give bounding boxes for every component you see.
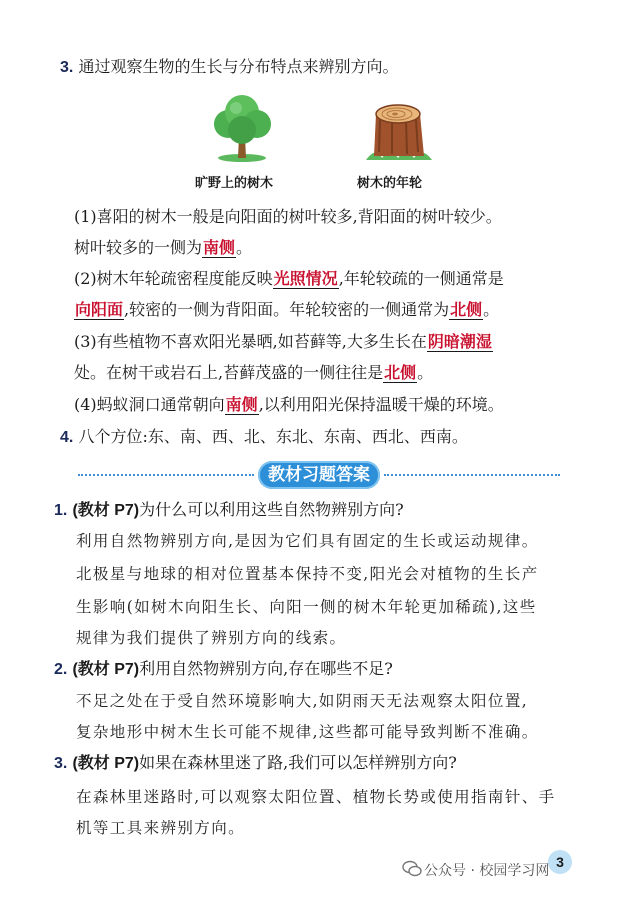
paragraph-2-line-1 — [74, 268, 504, 290]
question-tag: (教材 P7) — [72, 502, 140, 519]
watermark: 公众号 · 校园学习网 — [424, 863, 550, 879]
question-number: 2. — [54, 661, 68, 678]
tree-stump-illustration — [362, 100, 436, 164]
question-text: 为什么可以利用这些自然物辨别方向? — [139, 500, 404, 519]
answer-line: 生影响(如树木向阳生长、向阳一侧的树木年轮更加稀疏),这些 — [76, 598, 537, 616]
section-heading-text: 通过观察生物的生长与分布特点来辨别方向。 — [78, 57, 399, 76]
answer-line: 不足之处在于受自然环境影响大,如阴雨天无法观察太阳位置, — [76, 692, 529, 710]
divider-left — [78, 474, 254, 476]
question-tag: (教材 P7) — [72, 661, 140, 678]
p3-text-a: (3)有些植物不喜欢阳光暴晒,如苔藓等,大多生长在 — [74, 332, 427, 351]
answer-line: 北极星与地球的相对位置基本保持不变,阳光会对植物的生长产 — [76, 565, 539, 583]
question-2 — [54, 658, 393, 681]
p1-text: 树叶较多的一侧为 — [74, 238, 203, 257]
answer-blank: 光照情况 — [273, 269, 338, 288]
question-3 — [54, 752, 457, 775]
p4-text-a: (4)蚂蚁洞口通常朝向 — [74, 395, 225, 414]
section-4-text: 八个方位:东、南、西、北、东北、东南、西北、西南。 — [78, 427, 468, 446]
paragraph-4 — [74, 394, 504, 416]
answer-line: 规律为我们提供了辨别方向的线索。 — [76, 629, 347, 647]
answer-blank: 南侧 — [225, 395, 258, 414]
section-number: 4. — [60, 429, 74, 446]
answer-blank: 阴暗潮湿 — [427, 332, 492, 351]
p2-end: 。 — [483, 300, 500, 319]
answers-banner: 教材习题答案 — [258, 461, 380, 489]
answer-line: 机等工具来辨别方向。 — [76, 819, 246, 837]
p3-text-b: 处。在树干或岩石上,苔藓茂盛的一侧往往是 — [74, 363, 384, 382]
p3-end: 。 — [417, 363, 434, 382]
divider-right — [384, 474, 560, 476]
paragraph-3-line-1 — [74, 331, 493, 353]
answer-line: 复杂地形中树木生长可能不规律,这些都可能导致判断不准确。 — [76, 723, 539, 741]
question-1 — [54, 499, 404, 522]
page-number: 3 — [548, 850, 572, 874]
tree-illustration — [206, 92, 278, 164]
answer-blank: 北侧 — [450, 300, 483, 319]
p1-end: 。 — [236, 238, 253, 257]
paragraph-1-line-1: (1)喜阳的树木一般是向阳面的树叶较多,背阳面的树叶较少。 — [74, 207, 502, 226]
question-text: 利用自然物辨别方向,存在哪些不足? — [139, 659, 393, 678]
section-number: 3. — [60, 59, 74, 76]
question-number: 1. — [54, 502, 68, 519]
section-3-heading — [60, 56, 398, 79]
answer-blank: 向阳面 — [75, 300, 124, 319]
paragraph-3-line-2 — [74, 362, 433, 384]
tree-caption: 旷野上的树木 — [195, 175, 274, 190]
answer-line: 利用自然物辨别方向,是因为它们具有固定的生长或运动规律。 — [76, 532, 539, 550]
answer-blank: 北侧 — [384, 363, 417, 382]
question-text: 如果在森林里迷了路,我们可以怎样辨别方向? — [139, 753, 457, 772]
p4-text-b: ,以利用阳光保持温暖干燥的环境。 — [258, 395, 504, 414]
question-tag: (教材 P7) — [72, 755, 140, 772]
answer-blank: 南侧 — [203, 238, 236, 257]
section-4 — [60, 426, 468, 449]
answer-line: 在森林里迷路时,可以观察太阳位置、植物长势或使用指南针、手 — [76, 788, 556, 806]
stump-caption: 树木的年轮 — [357, 175, 423, 190]
p2-text-a: (2)树木年轮疏密程度能反映 — [74, 269, 273, 288]
wechat-icon — [402, 860, 422, 878]
paragraph-2-line-2 — [74, 299, 499, 321]
question-number: 3. — [54, 755, 68, 772]
p2-text-b: ,年轮较疏的一侧通常是 — [338, 269, 504, 288]
paragraph-1-line-2 — [74, 237, 252, 259]
p2-text-c: ,较密的一侧为背阳面。年轮较密的一侧通常为 — [124, 300, 450, 319]
